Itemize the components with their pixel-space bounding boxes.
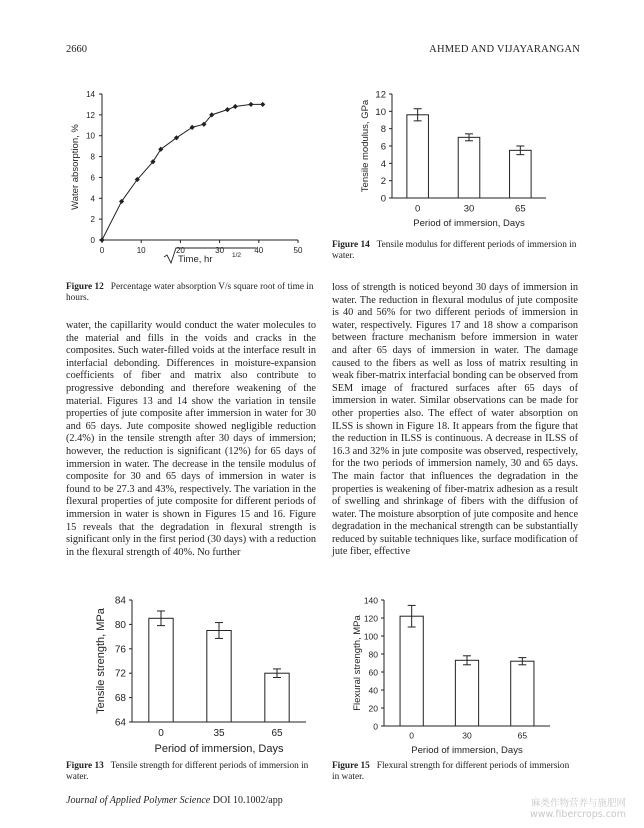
y-tick-label: 84 [114, 595, 126, 607]
left-text-column [66, 320, 316, 559]
y-tick-label: 10 [86, 131, 95, 141]
caption-label: Figure 12 [66, 282, 104, 292]
x-tick-label: 35 [213, 728, 225, 739]
data-point [190, 125, 195, 130]
figure-15 [332, 592, 578, 754]
y-tick-label: 60 [368, 667, 378, 678]
y-tick-label: 0 [380, 193, 386, 205]
footer-doi: DOI 10.1002/app [212, 795, 283, 806]
y-axis-label: Tensile modulus, GPa [360, 99, 371, 193]
y-tick-label: 4 [90, 194, 95, 204]
y-tick-label: 80 [114, 619, 126, 631]
x-axis-label: Period of immersion, Days [413, 218, 525, 229]
right-text-column [332, 282, 578, 559]
figure-15-chart [332, 592, 578, 754]
y-tick-label: 10 [375, 106, 386, 118]
x-tick-label: 65 [271, 728, 283, 739]
y-tick-label: 8 [90, 152, 95, 162]
y-tick-label: 14 [86, 90, 95, 99]
y-tick-label: 80 [368, 649, 378, 660]
watermark-line-2: www.fibercrops.com [529, 809, 626, 820]
y-tick-label: 68 [114, 693, 126, 705]
caption-text: Tensile modulus for different periods of immersion in water. [332, 240, 577, 261]
y-tick-label: 2 [90, 215, 95, 225]
running-title: AHMED AND VIJAYARANGAN [429, 44, 580, 55]
x-tick-label: 0 [409, 730, 415, 741]
y-tick-label: 72 [114, 668, 126, 680]
y-tick-label: 20 [368, 703, 378, 714]
bar [407, 115, 429, 198]
y-tick-label: 2 [380, 176, 386, 188]
y-tick-label: 120 [363, 613, 378, 624]
bar [458, 137, 480, 198]
y-tick-label: 4 [380, 158, 386, 170]
y-axis-label: Tensile strength, MPa [95, 608, 107, 714]
bar [510, 150, 532, 198]
watermark-line-1: 麻类作物营养与施肥网 [530, 798, 626, 809]
y-tick-label: 100 [363, 631, 378, 642]
data-point [260, 102, 265, 107]
x-tick-label: 0 [99, 246, 105, 255]
figure-12-caption [66, 282, 316, 303]
bar [207, 631, 231, 723]
x-tick-label: 0 [158, 728, 164, 739]
x-tick-label: 65 [515, 203, 526, 215]
series-line [102, 104, 263, 240]
y-tick-label: 76 [114, 644, 126, 656]
x-axis-label-superscript: 1/2 [232, 252, 242, 259]
y-tick-label: 12 [86, 110, 95, 120]
figure-13-chart [66, 592, 316, 754]
caption-text: Tensile strength for different periods of immersion in water. [66, 761, 309, 782]
figure-12-chart [66, 86, 316, 276]
watermark [530, 798, 626, 820]
data-point [248, 102, 253, 107]
caption-label: Figure 15 [332, 761, 370, 771]
bar [265, 673, 289, 722]
x-tick-label: 20 [175, 246, 185, 255]
y-tick-label: 0 [90, 236, 95, 245]
y-axis-label: Flexural strength, MPa [352, 615, 363, 711]
y-tick-label: 0 [373, 721, 378, 732]
x-tick-label: 30 [463, 203, 475, 215]
figure-14 [350, 86, 580, 236]
y-tick-label: 40 [368, 685, 378, 696]
y-axis-label: Water absorption, % [70, 124, 81, 210]
y-tick-label: 6 [380, 141, 386, 153]
bar [511, 661, 534, 726]
x-tick-label: 65 [517, 730, 528, 741]
y-tick-label: 6 [90, 173, 95, 183]
caption-text: Percentage water absorption V/s square root of time in hours. [66, 282, 314, 303]
data-point [233, 104, 238, 109]
figure-14-caption [332, 240, 578, 261]
caption-label: Figure 13 [66, 761, 104, 771]
x-tick-label: 30 [215, 246, 225, 255]
x-axis-label: Period of immersion, Days [411, 745, 523, 756]
figure-13-caption [66, 761, 316, 782]
x-axis-label: Time, hr [178, 254, 213, 265]
y-tick-label: 8 [380, 124, 386, 136]
x-tick-label: 50 [293, 246, 303, 255]
data-point [225, 107, 230, 112]
caption-text: Flexural strength for different periods of immersion in water. [332, 761, 570, 782]
bar [149, 618, 173, 722]
y-tick-label: 12 [375, 89, 386, 101]
footer [66, 795, 283, 806]
left-paragraph: water, the capillarity would conduct the water molecules to the material and fills in the voids and cracks in the composites. Such water-filled voids at the interface result in interfacial debonding. Differences in moisture-expansion coefficients of fiber and matrix also contribute to progressive debonding and therefore weakening of the material. Figures 13 and 14 show the variation in tensile properties of jute composite after immersion in water for 30 and 65 days. Jute composite showed negligible reduction (2.4%) in the tensile strength after 30 days of immersion; however, the reduction is significant (12%) for 65 days of immersion in water. The decrease in the tensile modulus of composite for 30 and 65 days of immersion in water is found to be 27.3 and 43%, respectively. The variation in the flexural properties of jute composite for different periods of immersion in water is shown in Figures 15 and 16. Figure 15 reveals that the degradation in flexural strength is significant only in the first period (30 days) with a reduction in the flexural strength of 40%. No further [66, 320, 316, 558]
x-tick-label: 40 [254, 246, 264, 255]
footer-journal: Journal of Applied Polymer Science [66, 795, 211, 806]
bar [455, 660, 478, 726]
right-paragraph: loss of strength is noticed beyond 30 days of immersion in water. The reduction in flexural modulus of jute composite is 40 and 56% for two different periods of immersion in water, respectively. Figures 17 and 18 show a comparison between fracture mechanism before immersion in water and after 65 days of immersion in water. The damage caused to the fibers as well as loss of matrix resulting in weak fiber-matrix interfacial bonding can be observed from SEM image of fractured surfaces after 65 days of immersion in water. Similar observations can be made for other properties also. The effect of water absorption on ILSS is shown in Figure 18. It appears from the figure that the reduction in ILSS is continuous. A decrease in ILSS of 16.3 and 32% in jute composite was observed, respectively, for the two periods of immersion namely, 30 and 65 days. The main factor that influences the degradation in the properties is weakening of fiber-matrix adhesion as a result of swelling and shrinkage of fibers with the diffusion of water. The moisture absorption of jute composite and hence degradation in the mechanical strength can be substantially reduced by suitable techniques like, surface modification of jute fiber, effective [332, 282, 579, 558]
figure-14-chart [350, 86, 580, 236]
x-tick-label: 10 [136, 246, 146, 255]
x-tick-label: 30 [462, 730, 472, 741]
figure-13 [66, 592, 316, 754]
y-tick-label: 140 [363, 595, 378, 606]
figure-12 [66, 86, 316, 276]
data-point [99, 237, 104, 242]
figure-15-caption [332, 761, 578, 782]
y-tick-label: 64 [114, 717, 126, 729]
x-axis-label: Period of immersion, Days [154, 743, 284, 755]
x-tick-label: 0 [415, 203, 421, 215]
caption-label: Figure 14 [332, 240, 370, 250]
bar [400, 616, 423, 726]
page-number: 2660 [66, 44, 87, 55]
